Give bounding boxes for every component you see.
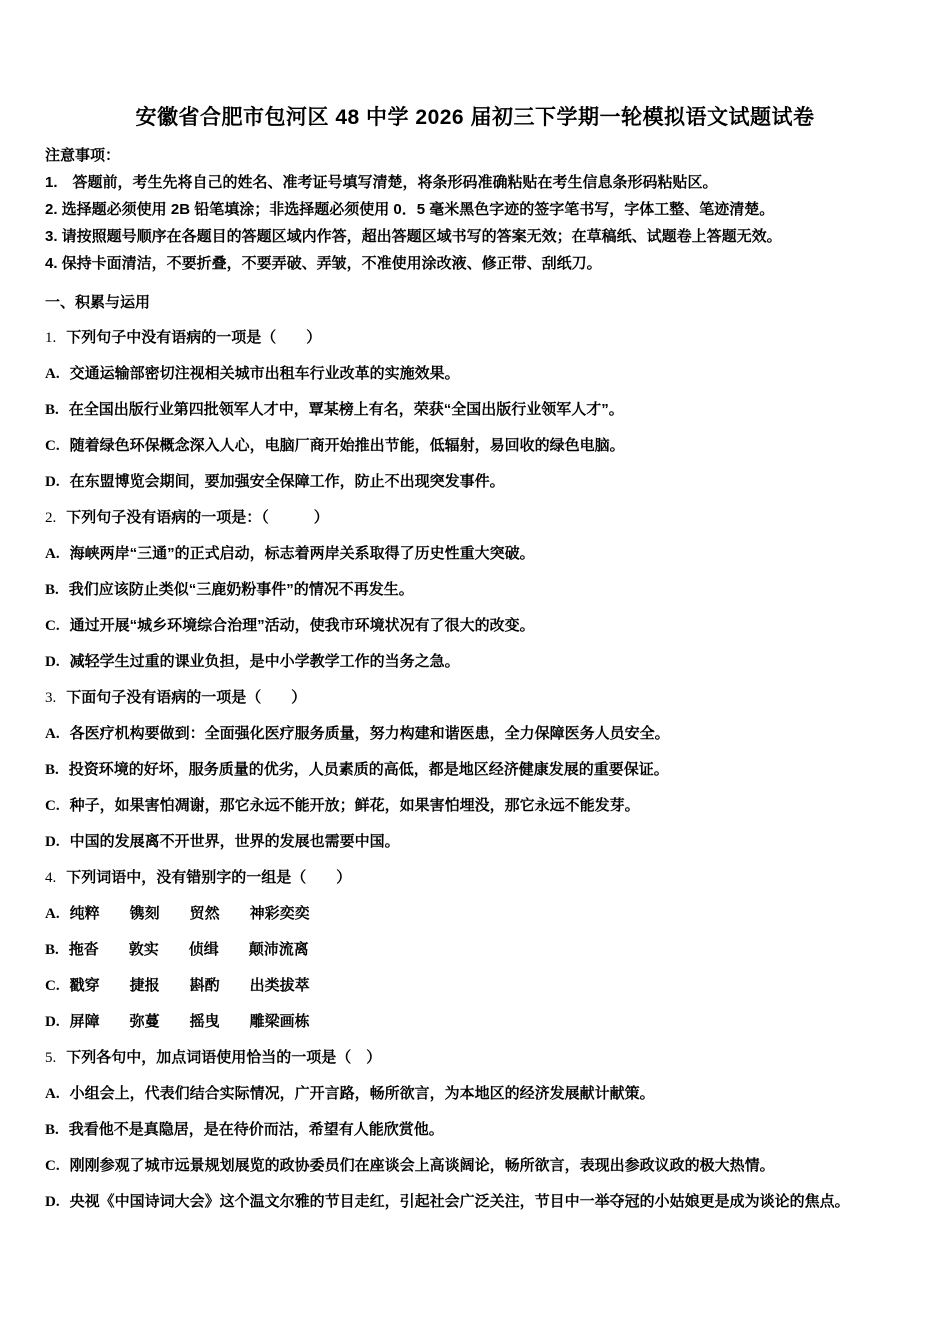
option-label: B. (45, 762, 59, 778)
option-text: 投资环境的好坏，服务质量的优劣，人员素质的高低，都是地区经济健康发展的重要保证。 (68, 761, 669, 778)
notice-item: 2. 选择题必须使用 2B 铅笔填涂；非选择题必须使用 0．5 毫米黑色字迹的签字笔书写，字体工整、笔迹清楚。 (45, 201, 775, 218)
question-number: 1. (45, 330, 57, 346)
option-row (45, 536, 905, 572)
option-row (45, 572, 905, 608)
option-label: D. (45, 1014, 60, 1030)
question-stem-text: 下面句子没有语病的一项是（ ） (66, 689, 307, 706)
notice-item: 4. 保持卡面清洁，不要折叠，不要弄破、弄皱，不准使用涂改液、修正带、刮纸刀。 (45, 255, 602, 272)
question-3 (45, 680, 905, 860)
option-row (45, 392, 905, 428)
option-label: C. (45, 618, 60, 634)
option-label: A. (45, 366, 60, 382)
option-row (45, 608, 905, 644)
option-text: 在东盟博览会期间，要加强安全保障工作，防止不出现突发事件。 (69, 473, 505, 490)
question-5 (45, 1040, 905, 1220)
option-row (45, 464, 905, 500)
question-stem (45, 500, 905, 536)
question-2 (45, 500, 905, 680)
option-text: 戳穿 捷报 斟酌 出类拔萃 (69, 977, 310, 994)
option-row (45, 1148, 905, 1184)
option-row (45, 824, 905, 860)
notice-item: 3. 请按照题号顺序在各题目的答题区域内作答，超出答题区域书写的答案无效；在草稿纸、试题卷上答题无效。 (45, 228, 782, 245)
page-title: 安徽省合肥市包河区 48 中学 2026 届初三下学期一轮模拟语文试题试卷 (135, 106, 815, 129)
option-text: 我看他不是真隐居，是在待价而沽，希望有人能欣赏他。 (68, 1121, 444, 1138)
option-row (45, 356, 905, 392)
option-label: C. (45, 978, 60, 994)
option-row (45, 716, 905, 752)
option-text: 小组会上，代表们结合实际情况，广开言路，畅所欲言，为本地区的经济发展献计献策。 (69, 1085, 655, 1102)
option-row (45, 1112, 905, 1148)
question-stem (45, 1040, 905, 1076)
option-row (45, 1076, 905, 1112)
notice-item: 1. 答题前，考生先将自己的姓名、准考证号填写清楚，将条形码准确粘贴在考生信息条形码粘贴区。 (45, 174, 718, 191)
option-row (45, 788, 905, 824)
option-text: 央视《中国诗词大会》这个温文尔雅的节目走红，引起社会广泛关注，节目中一举夺冠的小姑娘更是成为谈论的焦点。 (69, 1193, 850, 1210)
option-text: 纯粹 镌刻 贸然 神彩奕奕 (69, 905, 310, 922)
option-label: C. (45, 1158, 60, 1174)
option-label: B. (45, 1122, 59, 1138)
option-row (45, 428, 905, 464)
option-label: D. (45, 474, 60, 490)
question-number: 3. (45, 690, 57, 706)
option-label: C. (45, 438, 60, 454)
notice-section (45, 142, 905, 277)
notice-header: 注意事项： (45, 147, 121, 164)
option-label: A. (45, 726, 60, 742)
option-text: 随着绿色环保概念深入人心，电脑厂商开始推出节能，低辐射，易回收的绿色电脑。 (69, 437, 625, 454)
section-heading: 一、积累与运用 (45, 294, 151, 311)
option-text: 在全国出版行业第四批领军人才中，覃某榜上有名，荣获“全国出版行业领军人才”。 (68, 401, 624, 418)
option-label: B. (45, 402, 59, 418)
question-number: 4. (45, 870, 57, 886)
option-row (45, 968, 905, 1004)
option-text: 中国的发展离不开世界，世界的发展也需要中国。 (69, 833, 400, 850)
option-label: B. (45, 582, 59, 598)
option-label: B. (45, 942, 59, 958)
option-row (45, 1004, 905, 1040)
question-number: 5. (45, 1050, 57, 1066)
option-label: D. (45, 1194, 60, 1210)
question-stem-text: 下列各句中，加点词语使用恰当的一项是（ ） (66, 1049, 382, 1066)
option-text: 我们应该防止类似“三鹿奶粉事件”的情况不再发生。 (68, 581, 414, 598)
question-4 (45, 860, 905, 1040)
option-text: 刚刚参观了城市远景规划展览的政协委员们在座谈会上高谈阔论，畅所欲言，表现出参政议政的极大热情。 (69, 1157, 775, 1174)
option-label: A. (45, 906, 60, 922)
option-row (45, 896, 905, 932)
question-stem (45, 680, 905, 716)
option-text: 交通运输部密切注视相关城市出租车行业改革的实施效果。 (69, 365, 460, 382)
option-row (45, 752, 905, 788)
question-stem (45, 860, 905, 896)
option-text: 通过开展“城乡环境综合治理”活动，使我市环境状况有了很大的改变。 (69, 617, 535, 634)
option-label: D. (45, 654, 60, 670)
option-text: 屏障 弥蔓 摇曳 雕梁画栋 (69, 1013, 310, 1030)
option-row (45, 932, 905, 968)
question-number: 2. (45, 510, 57, 526)
question-stem-text: 下列词语中，没有错别字的一组是（ ） (66, 869, 352, 886)
option-text: 减轻学生过重的课业负担，是中小学教学工作的当务之急。 (69, 653, 460, 670)
option-label: A. (45, 1086, 60, 1102)
question-1 (45, 320, 905, 500)
option-text: 拖沓 敦实 侦缉 颠沛流离 (68, 941, 309, 958)
option-row (45, 1184, 905, 1220)
option-text: 各医疗机构要做到：全面强化医疗服务质量，努力构建和谐医患，全力保障医务人员安全。 (69, 725, 670, 742)
option-text: 种子，如果害怕凋谢，那它永远不能开放；鲜花，如果害怕埋没，那它永远不能发芽。 (69, 797, 640, 814)
option-row (45, 644, 905, 680)
question-stem (45, 320, 905, 356)
option-text: 海峡两岸“三通”的正式启动，标志着两岸关系取得了历史性重大突破。 (69, 545, 535, 562)
option-label: C. (45, 798, 60, 814)
option-label: A. (45, 546, 60, 562)
option-label: D. (45, 834, 60, 850)
question-stem-text: 下列句子没有语病的一项是：（ ） (66, 509, 329, 526)
question-stem-text: 下列句子中没有语病的一项是（ ） (66, 329, 322, 346)
